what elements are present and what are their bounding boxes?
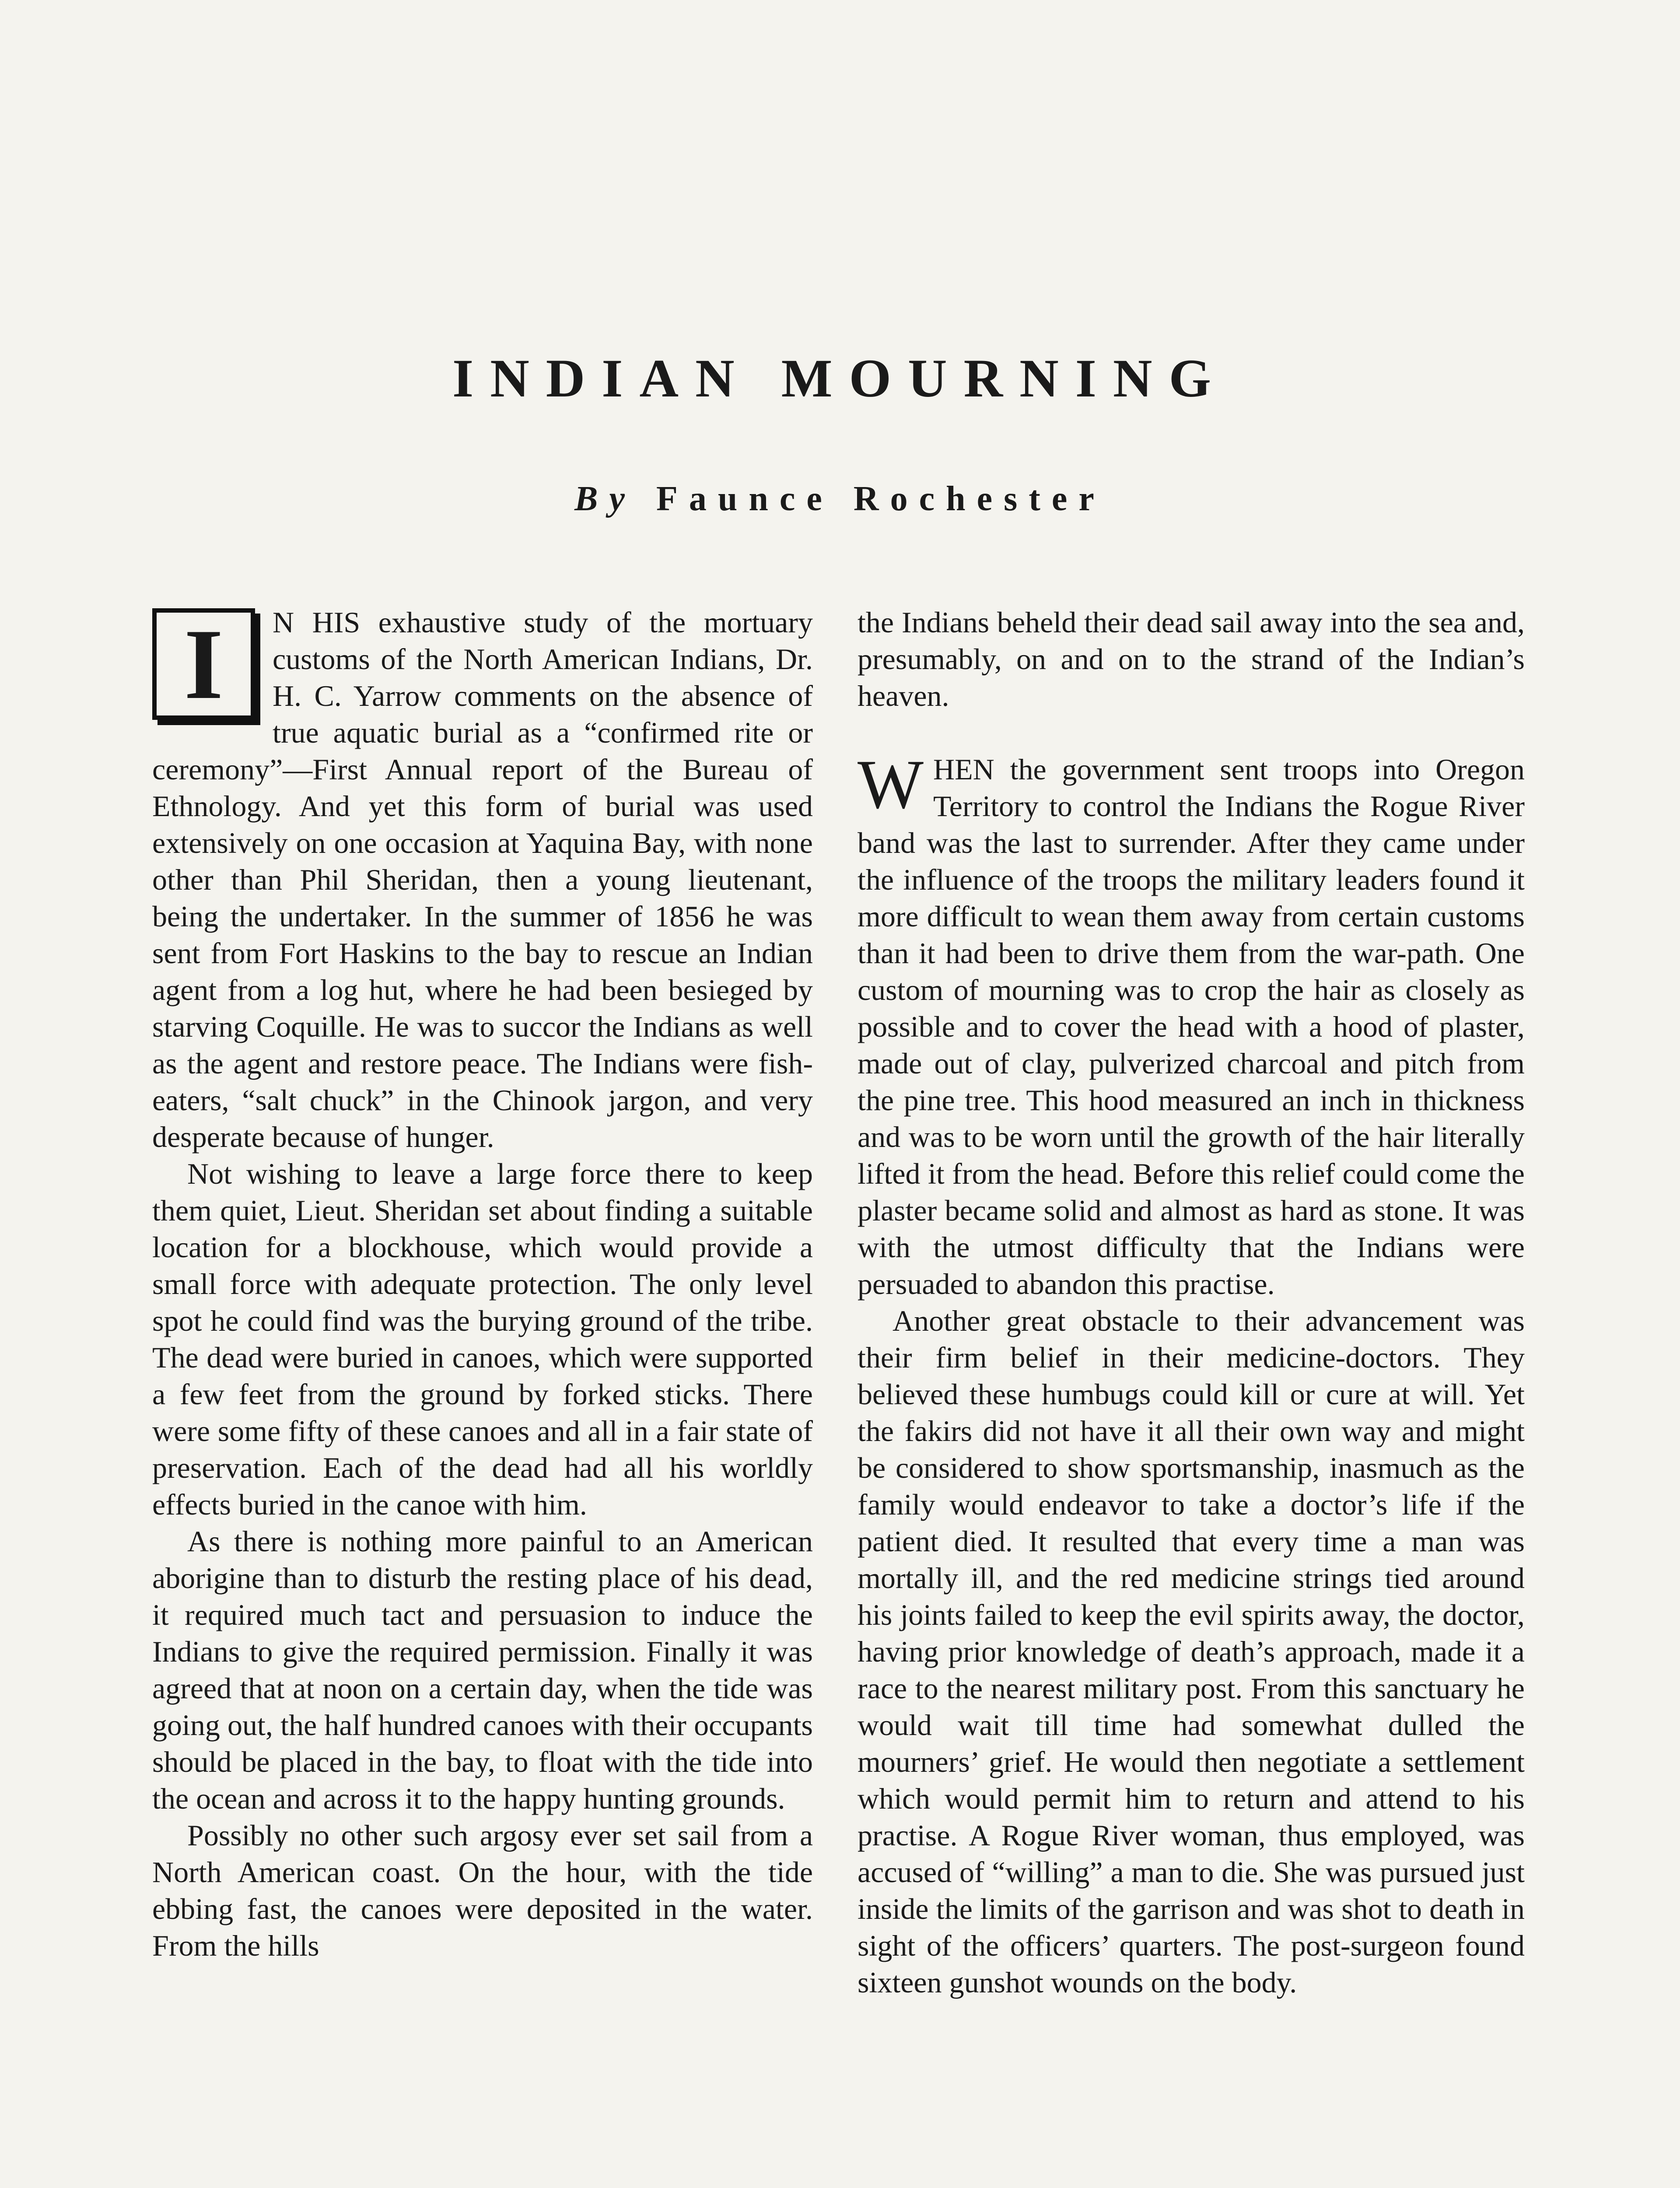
- paragraph-5: the Indians beheld their dead sail away into the sea and, presumably, on and on to the strand of the Indian’s heaven.: [858, 606, 1525, 712]
- drop-cap-i: I: [152, 608, 255, 720]
- paragraph-4: Possibly no other such argosy ever set sail from a North American coast. On the hour, with the tide ebbing fast, the canoes were deposited in the water. From the hills: [152, 1819, 813, 1962]
- right-column: [858, 604, 1525, 2001]
- paragraph-7: Another great obstacle to their advancement was their firm belief in their medicine-doctors. They believed these humbugs could kill or cure at will. Yet the fakirs did not have it all their own way and might be considered to show sportsmanship, inasmuch as the family would endeavor to take a doctor’s life if the patient died. It resulted that every time a man was mortally ill, and the red medicine strings tied around his joints failed to keep the evil spirits away, the doctor, having prior knowledge of death’s approach, made it a race to the nearest military post. From this sanctuary he would wait till time had somewhat dulled the mourners’ grief. He would then negotiate a settlement which would permit him to return and attend to his practise. A Rogue River woman, thus employed, was accused of “willing” a man to die. She was pursued just inside the limits of the garrison and was shot to death in sight of the officers’ quarters. The post-surgeon found sixteen gunshot wounds on the body.: [858, 1304, 1525, 1999]
- paragraph-3: As there is nothing more painful to an American aborigine than to disturb the resting place of his dead, it required much tact and persuasion to induce the Indians to give the required permission. Finally it was agreed that at noon on a certain day, when the tide was going out, the half hundred canoes with their occupants should be placed in the bay, to float with the tide into the ocean and across it to the happy hunting grounds.: [152, 1525, 813, 1815]
- left-column: [152, 604, 813, 1964]
- paragraph-6-text: HEN the government sent troops into Oregon Territory to control the Indians the Rogue River band was the last to surrender. After they came under the influence of the troops the military leaders found it more difficult to wean them away from certain customs than it had been to drive them from the war-path. One custom of mourning was to crop the hair as closely as possible and to cover the head with a hood of plaster, made out of clay, pulverized charcoal and pitch from the pine tree. This hood measured an inch in thickness and was to be worn until the growth of the hair literally lifted it from the head. Before this relief could come the plaster became solid and almost as hard as stone. It was with the utmost difficulty that the Indians were persuaded to abandon this practise.: [858, 753, 1525, 1301]
- article-title: INDIAN MOURNING: [452, 348, 1228, 409]
- paragraph-2: Not wishing to leave a large force there to keep them quiet, Lieut. Sheridan set about finding a suitable location for a blockhouse, which would provide a small force with adequate protection. The only level spot he could find was the burying ground of the tribe. The dead were buried in canoes, which were supported a few feet from the ground by forked sticks. There were some fifty of these canoes and all in a fair state of preservation. Each of the dead had all his worldly effects buried in the canoe with him.: [152, 1157, 813, 1521]
- author-name: Faunce Rochester: [656, 480, 1106, 518]
- drop-cap-w: W: [858, 745, 924, 823]
- byline-prefix: By: [574, 480, 636, 518]
- paragraph-1: [152, 604, 813, 1155]
- paragraph-6: [858, 745, 1525, 1302]
- paragraph-1-text: N HIS exhaustive study of the mortuary customs of the North American Indians, Dr. H. C. Yarrow comments on the absence of true aquatic burial as a “confirmed rite or ceremony”—First Annual report of the Bureau of Ethnology. And yet this form of burial was used extensively on one occasion at Yaquina Bay, with none other than Phil Sheridan, then a young lieutenant, being the undertaker. In the summer of 1856 he was sent from Fort Haskins to the bay to rescue an Indian agent from a log hut, where he had been besieged by starving Coquille. He was to succor the Indians as well as the agent and restore peace. The Indians were fish-eaters, “salt chuck” in the Chinook jargon, and very desperate because of hunger.: [152, 606, 813, 1154]
- byline: [0, 481, 1680, 516]
